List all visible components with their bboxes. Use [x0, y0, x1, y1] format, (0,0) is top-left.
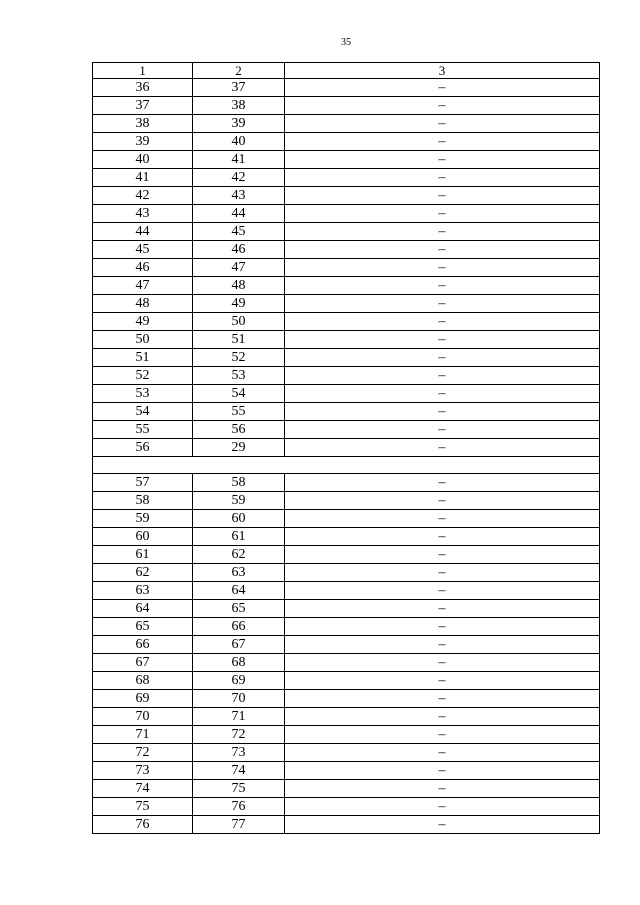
- table-row: [93, 169, 600, 187]
- table-cell: –: [285, 528, 600, 546]
- table-cell: –: [285, 169, 600, 187]
- table-cell: 61: [193, 528, 285, 546]
- table-cell: 62: [93, 564, 193, 582]
- table-row: [93, 510, 600, 528]
- table-cell: 43: [193, 187, 285, 205]
- table-cell: –: [285, 636, 600, 654]
- table-cell: –: [285, 744, 600, 762]
- table-cell: 45: [193, 223, 285, 241]
- table-cell: 63: [93, 582, 193, 600]
- table-row: [93, 690, 600, 708]
- table-cell: 38: [193, 97, 285, 115]
- table-row: [93, 618, 600, 636]
- table-cell: 50: [93, 331, 193, 349]
- table-row: [93, 600, 600, 618]
- table-cell: 39: [193, 115, 285, 133]
- table-cell: 61: [93, 546, 193, 564]
- table-cell: 58: [193, 474, 285, 492]
- table-cell: 71: [193, 708, 285, 726]
- table-cell: 54: [93, 403, 193, 421]
- table-cell: –: [285, 277, 600, 295]
- table-cell: –: [285, 708, 600, 726]
- table-row: [93, 798, 600, 816]
- table-cell: 76: [93, 816, 193, 834]
- table-cell: –: [285, 421, 600, 439]
- table-body: [93, 63, 600, 834]
- table-cell: 47: [193, 259, 285, 277]
- page-number: 35: [341, 37, 351, 48]
- table-cell: –: [285, 654, 600, 672]
- table-cell: –: [285, 367, 600, 385]
- table-row: [93, 223, 600, 241]
- table-cell: –: [285, 79, 600, 97]
- column-header: 3: [285, 63, 600, 79]
- table-cell: 48: [93, 295, 193, 313]
- table-cell: –: [285, 259, 600, 277]
- table-cell: –: [285, 133, 600, 151]
- table-cell: 60: [93, 528, 193, 546]
- table-cell: –: [285, 564, 600, 582]
- table-row: [93, 349, 600, 367]
- table-row: [93, 439, 600, 457]
- table-cell: 59: [193, 492, 285, 510]
- table-cell: –: [285, 492, 600, 510]
- table-row: [93, 187, 600, 205]
- table-cell: 55: [193, 403, 285, 421]
- table-cell: 62: [193, 546, 285, 564]
- column-header: 2: [193, 63, 285, 79]
- table-cell: –: [285, 618, 600, 636]
- column-header: 1: [93, 63, 193, 79]
- table-cell: 58: [93, 492, 193, 510]
- table-cell: –: [285, 403, 600, 421]
- table-cell: 73: [193, 744, 285, 762]
- table-cell: –: [285, 582, 600, 600]
- table-cell: 74: [93, 780, 193, 798]
- table-cell: 69: [193, 672, 285, 690]
- table-cell: 64: [93, 600, 193, 618]
- table-cell: 64: [193, 582, 285, 600]
- table-row: [93, 277, 600, 295]
- table-cell: –: [285, 241, 600, 259]
- table-cell: 37: [93, 97, 193, 115]
- table-row: [93, 672, 600, 690]
- section-separator-row: [93, 457, 600, 474]
- table-row: [93, 564, 600, 582]
- table-row: [93, 367, 600, 385]
- table-cell: 75: [193, 780, 285, 798]
- table-row: [93, 295, 600, 313]
- table-cell: 42: [193, 169, 285, 187]
- table-cell: –: [285, 600, 600, 618]
- table-cell: 29: [193, 439, 285, 457]
- table-cell: –: [285, 97, 600, 115]
- table-cell: 43: [93, 205, 193, 223]
- table-row: [93, 151, 600, 169]
- table-row: [93, 528, 600, 546]
- table-row: [93, 97, 600, 115]
- table-row: [93, 492, 600, 510]
- table-row: [93, 744, 600, 762]
- table-cell: 42: [93, 187, 193, 205]
- table-cell: 46: [93, 259, 193, 277]
- table-row: [93, 708, 600, 726]
- table-cell: 73: [93, 762, 193, 780]
- table-cell: –: [285, 187, 600, 205]
- table-cell: 71: [93, 726, 193, 744]
- table-row: [93, 205, 600, 223]
- table-row: [93, 403, 600, 421]
- section-separator-cell: [93, 457, 600, 474]
- table-cell: 39: [93, 133, 193, 151]
- table-cell: 52: [93, 367, 193, 385]
- table-cell: 56: [93, 439, 193, 457]
- table-cell: 40: [93, 151, 193, 169]
- table-cell: 53: [93, 385, 193, 403]
- table-row: [93, 762, 600, 780]
- table-cell: –: [285, 726, 600, 744]
- table-row: [93, 421, 600, 439]
- table-cell: –: [285, 690, 600, 708]
- table-cell: 65: [93, 618, 193, 636]
- table-cell: –: [285, 223, 600, 241]
- table-row: [93, 331, 600, 349]
- table-cell: 51: [193, 331, 285, 349]
- table-cell: 55: [93, 421, 193, 439]
- table-cell: 40: [193, 133, 285, 151]
- table-cell: –: [285, 151, 600, 169]
- table-row: [93, 474, 600, 492]
- table-cell: –: [285, 295, 600, 313]
- table-cell: 67: [93, 654, 193, 672]
- table-cell: –: [285, 762, 600, 780]
- table-cell: 54: [193, 385, 285, 403]
- table-cell: 67: [193, 636, 285, 654]
- table-cell: 41: [193, 151, 285, 169]
- table-row: [93, 546, 600, 564]
- table-cell: 70: [193, 690, 285, 708]
- table-row: [93, 636, 600, 654]
- table-cell: 69: [93, 690, 193, 708]
- table-cell: 47: [93, 277, 193, 295]
- table-cell: –: [285, 510, 600, 528]
- table-cell: –: [285, 439, 600, 457]
- table-cell: 66: [193, 618, 285, 636]
- table-cell: –: [285, 331, 600, 349]
- table-cell: 45: [93, 241, 193, 259]
- table-cell: 72: [93, 744, 193, 762]
- table-row: [93, 385, 600, 403]
- table-cell: 77: [193, 816, 285, 834]
- table-row: [93, 259, 600, 277]
- table-cell: 68: [93, 672, 193, 690]
- table-cell: 52: [193, 349, 285, 367]
- table-cell: 51: [93, 349, 193, 367]
- table-cell: 56: [193, 421, 285, 439]
- table-cell: 46: [193, 241, 285, 259]
- table-cell: –: [285, 205, 600, 223]
- table-header-row: [93, 63, 600, 79]
- data-table: [92, 62, 600, 834]
- table-cell: –: [285, 546, 600, 564]
- table-row: [93, 313, 600, 331]
- table-cell: 53: [193, 367, 285, 385]
- table-row: [93, 816, 600, 834]
- table-row: [93, 79, 600, 97]
- table-cell: 36: [93, 79, 193, 97]
- table-row: [93, 582, 600, 600]
- table-cell: 49: [93, 313, 193, 331]
- table-cell: 38: [93, 115, 193, 133]
- table-cell: 72: [193, 726, 285, 744]
- table-cell: –: [285, 313, 600, 331]
- table-cell: 57: [93, 474, 193, 492]
- table-cell: 76: [193, 798, 285, 816]
- table-cell: 65: [193, 600, 285, 618]
- table-cell: –: [285, 672, 600, 690]
- table-cell: –: [285, 385, 600, 403]
- table-cell: –: [285, 798, 600, 816]
- table-row: [93, 726, 600, 744]
- table-cell: –: [285, 816, 600, 834]
- table-row: [93, 115, 600, 133]
- table-cell: 75: [93, 798, 193, 816]
- table-row: [93, 780, 600, 798]
- table-row: [93, 654, 600, 672]
- table-cell: 68: [193, 654, 285, 672]
- table-cell: 74: [193, 762, 285, 780]
- table-cell: 66: [93, 636, 193, 654]
- table-cell: 37: [193, 79, 285, 97]
- table-cell: 60: [193, 510, 285, 528]
- table-cell: –: [285, 115, 600, 133]
- table-row: [93, 241, 600, 259]
- table-cell: –: [285, 349, 600, 367]
- table-cell: 44: [193, 205, 285, 223]
- table-cell: –: [285, 780, 600, 798]
- table-cell: 59: [93, 510, 193, 528]
- table-cell: 44: [93, 223, 193, 241]
- table-row: [93, 133, 600, 151]
- table-cell: 49: [193, 295, 285, 313]
- table-cell: 70: [93, 708, 193, 726]
- table-cell: –: [285, 474, 600, 492]
- table-cell: 50: [193, 313, 285, 331]
- table-cell: 41: [93, 169, 193, 187]
- table-cell: 48: [193, 277, 285, 295]
- table-cell: 63: [193, 564, 285, 582]
